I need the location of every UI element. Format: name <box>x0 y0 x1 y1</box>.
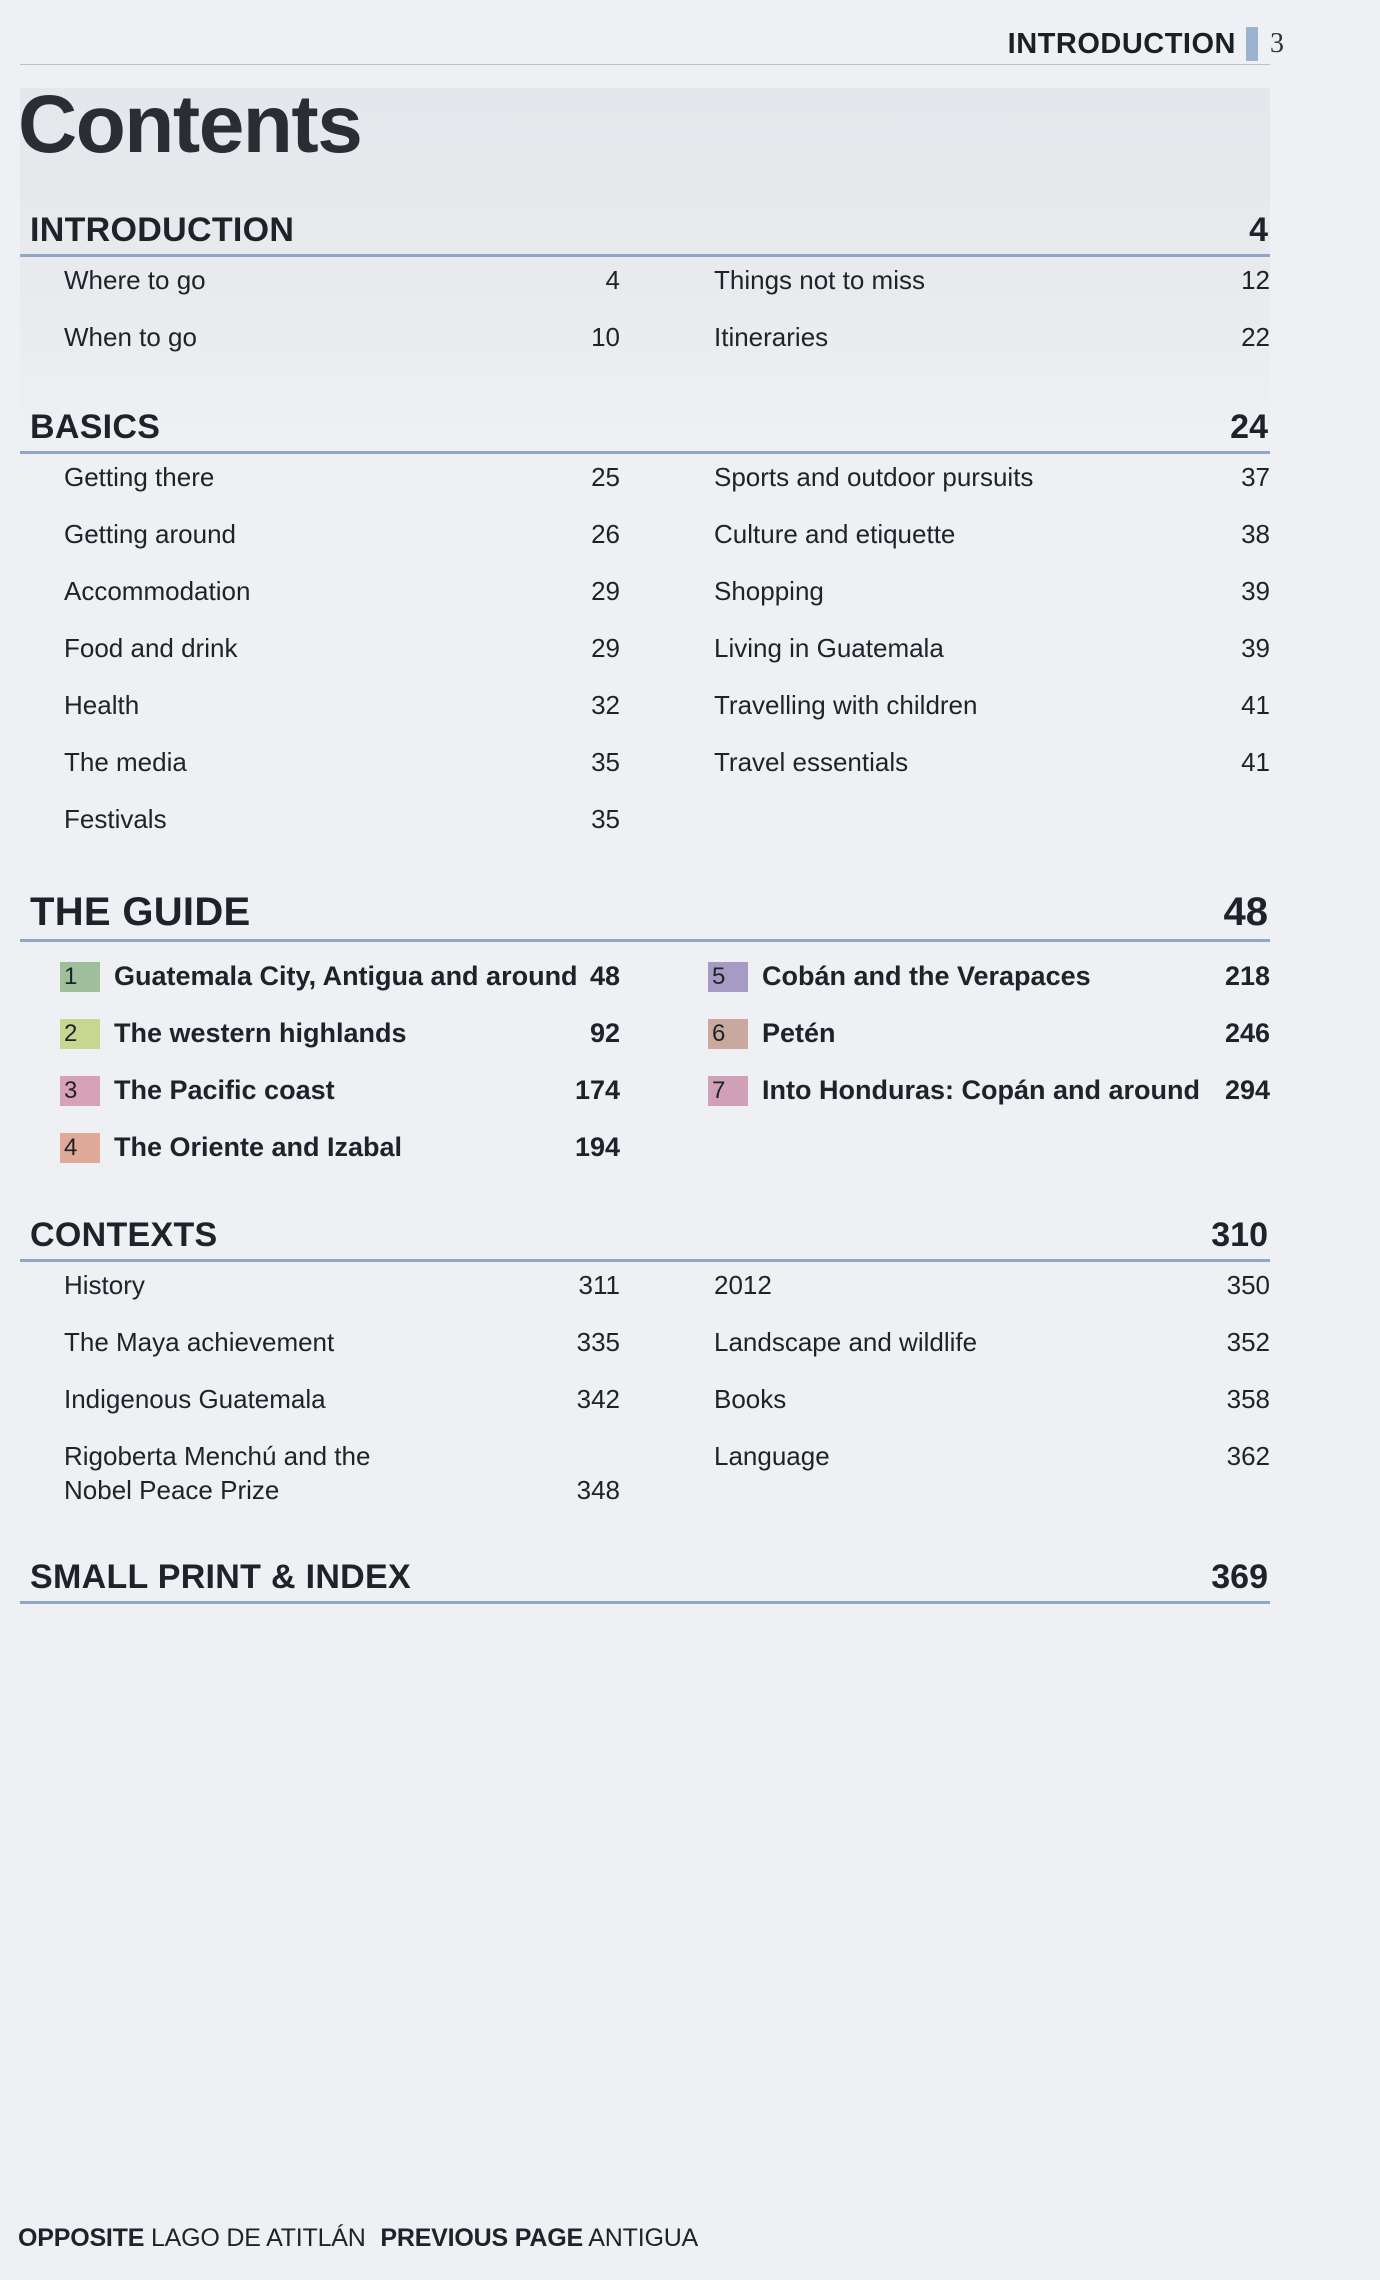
section-page: 4 <box>1249 211 1268 249</box>
entry-page: 41 <box>1241 747 1270 777</box>
entry-label: Language <box>714 1441 830 1471</box>
toc-entry[interactable] <box>714 263 1270 320</box>
entry-page: 35 <box>591 804 620 834</box>
toc-entry[interactable] <box>64 1439 620 1519</box>
section-header <box>20 1552 1270 1604</box>
footer-value: ANTIGUA <box>588 2224 699 2252</box>
chapter-page: 294 <box>1224 1075 1270 1105</box>
toc-entry[interactable] <box>714 1268 1270 1325</box>
chapter-number-chip: 6 <box>708 1019 748 1049</box>
entry-page: 342 <box>576 1384 620 1414</box>
chapter-title: The Pacific coast <box>114 1075 335 1105</box>
entry-label: Indigenous Guatemala <box>64 1384 326 1414</box>
toc-entry[interactable] <box>714 1325 1270 1382</box>
entry-page: 358 <box>1226 1384 1270 1414</box>
guide-chapter-1[interactable] <box>60 948 620 1005</box>
entry-label: Getting around <box>64 519 237 549</box>
toc-entry[interactable] <box>714 1382 1270 1439</box>
toc-entry[interactable] <box>64 688 620 745</box>
entry-label: Festivals <box>64 804 167 834</box>
toc-entry[interactable] <box>64 574 620 631</box>
entry-page: 32 <box>591 690 620 720</box>
section-title[interactable]: CONTEXTS <box>30 1216 218 1254</box>
toc-entry[interactable] <box>714 745 1270 802</box>
entry-label: Health <box>64 690 140 720</box>
section-header <box>20 402 1270 454</box>
chapter-title: The western highlands <box>114 1018 407 1048</box>
entry-label: The media <box>64 747 187 777</box>
section-small-print <box>20 1552 1270 1604</box>
photo-credits-footer <box>18 2224 698 2253</box>
chapter-number-chip: 2 <box>60 1019 100 1049</box>
toc-entry[interactable] <box>64 263 620 320</box>
entry-page: 26 <box>591 519 620 549</box>
guide-chapter-6[interactable] <box>708 1005 1270 1062</box>
chapter-number-chip: 7 <box>708 1076 748 1106</box>
column-left <box>20 263 620 377</box>
entry-label: Sports and outdoor pursuits <box>714 462 1034 492</box>
entry-page: 22 <box>1241 322 1270 352</box>
toc-entry[interactable] <box>714 574 1270 631</box>
chapter-title: Petén <box>762 1018 836 1048</box>
running-head-label: INTRODUCTION <box>1007 27 1236 60</box>
entry-label-line: Rigoberta Menchú and the <box>64 1441 371 1471</box>
entry-page: 29 <box>591 633 620 663</box>
chapter-number-chip: 1 <box>60 962 100 992</box>
section-guide <box>20 890 1270 1176</box>
section-header <box>20 205 1270 257</box>
entry-label: Accommodation <box>64 576 251 606</box>
entry-label: Itineraries <box>714 322 829 352</box>
chapter-page: 174 <box>574 1075 620 1105</box>
toc-entry[interactable] <box>64 745 620 802</box>
entry-label: Getting there <box>64 462 215 492</box>
toc-entry[interactable] <box>64 460 620 517</box>
column-right <box>620 948 1270 1176</box>
entry-page: 38 <box>1241 519 1270 549</box>
entry-label: Travel essentials <box>714 747 909 777</box>
entry-label: Where to go <box>64 265 206 295</box>
chapter-title: Cobán and the Verapaces <box>762 961 1091 991</box>
chapter-title: The Oriente and Izabal <box>114 1132 403 1162</box>
entry-label: History <box>64 1270 145 1300</box>
footer-value: LAGO DE ATITLÁN <box>150 2224 366 2252</box>
entry-page: 37 <box>1241 462 1270 492</box>
entry-label: Culture and etiquette <box>714 519 956 549</box>
guide-chapter-5[interactable] <box>708 948 1270 1005</box>
section-title[interactable]: INTRODUCTION <box>30 211 295 249</box>
column-left <box>20 1268 620 1519</box>
entry-label: Shopping <box>714 576 824 606</box>
toc-entry[interactable] <box>64 1325 620 1382</box>
section-title[interactable]: SMALL PRINT & INDEX <box>30 1558 411 1596</box>
column-right <box>620 460 1270 859</box>
header-rule <box>20 64 1270 65</box>
toc-entry[interactable] <box>64 1382 620 1439</box>
toc-entry[interactable] <box>714 517 1270 574</box>
chapter-page: 218 <box>1224 961 1270 991</box>
page-number: 3 <box>1270 28 1284 59</box>
column-right <box>620 263 1270 377</box>
entry-label: When to go <box>64 322 197 352</box>
toc-entry[interactable] <box>714 1439 1270 1496</box>
section-page: 310 <box>1211 1216 1268 1254</box>
entry-label: Travelling with children <box>714 690 978 720</box>
toc-entry[interactable] <box>64 1268 620 1325</box>
entry-page: 35 <box>591 747 620 777</box>
entry-page: 348 <box>576 1475 620 1505</box>
entry-page: 4 <box>605 265 620 295</box>
section-page: 369 <box>1211 1558 1268 1596</box>
entry-label: Living in Guatemala <box>714 633 944 663</box>
toc-entry[interactable] <box>64 631 620 688</box>
section-header <box>20 1210 1270 1262</box>
running-head <box>1008 24 1284 64</box>
chapter-page: 246 <box>1224 1018 1270 1048</box>
column-left <box>20 460 620 859</box>
running-head-bar <box>1246 27 1258 61</box>
entry-label: Food and drink <box>64 633 238 663</box>
section-page: 48 <box>1223 890 1268 934</box>
toc-entry[interactable] <box>714 320 1270 377</box>
chapter-number-chip: 3 <box>60 1076 100 1106</box>
section-introduction <box>20 205 1270 377</box>
entry-label: Things not to miss <box>714 265 925 295</box>
page-title: Contents <box>18 79 362 170</box>
entry-label: The Maya achievement <box>64 1327 335 1357</box>
section-contexts <box>20 1210 1270 1519</box>
entry-page: 362 <box>1226 1441 1270 1471</box>
column-left <box>20 948 620 1176</box>
entry-page: 29 <box>591 576 620 606</box>
footer-key: OPPOSITE <box>18 2224 145 2252</box>
section-title[interactable]: BASICS <box>30 408 161 446</box>
entry-page: 10 <box>591 322 620 352</box>
section-basics <box>20 402 1270 859</box>
chapter-page: 92 <box>589 1018 620 1048</box>
entry-page: 12 <box>1241 265 1270 295</box>
toc-entry[interactable] <box>714 460 1270 517</box>
entry-label-line: Nobel Peace Prize <box>64 1475 280 1505</box>
entry-label: Landscape and wildlife <box>714 1327 978 1357</box>
toc-entry[interactable] <box>64 802 620 859</box>
entry-page: 311 <box>578 1270 620 1300</box>
footer-key: PREVIOUS PAGE <box>380 2224 583 2252</box>
chapter-page: 194 <box>574 1132 620 1162</box>
entry-page: 39 <box>1241 633 1270 663</box>
toc-entry[interactable] <box>64 517 620 574</box>
entry-label: Books <box>714 1384 787 1414</box>
entry-page: 41 <box>1241 690 1270 720</box>
chapter-title: Guatemala City, Antigua and around <box>114 961 578 991</box>
column-right <box>620 1268 1270 1519</box>
guide-chapter-4[interactable] <box>60 1119 620 1176</box>
guide-chapter-2[interactable] <box>60 1005 620 1062</box>
section-page: 24 <box>1230 408 1268 446</box>
section-header <box>20 890 1270 942</box>
entry-page: 25 <box>591 462 620 492</box>
entry-page: 335 <box>576 1327 620 1357</box>
entry-page: 39 <box>1241 576 1270 606</box>
chapter-number-chip: 4 <box>60 1133 100 1163</box>
section-title[interactable]: THE GUIDE <box>30 890 251 934</box>
toc-entry[interactable] <box>714 631 1270 688</box>
toc-entry[interactable] <box>714 688 1270 745</box>
entry-page: 350 <box>1226 1270 1270 1300</box>
entry-label: 2012 <box>714 1270 772 1300</box>
toc-entry[interactable] <box>64 320 620 377</box>
entry-label <box>64 1439 370 1519</box>
chapter-number-chip: 5 <box>708 962 748 992</box>
entry-page: 352 <box>1226 1327 1270 1357</box>
chapter-title: Into Honduras: Copán and around <box>762 1075 1200 1105</box>
chapter-page: 48 <box>589 961 620 991</box>
guide-chapter-7[interactable] <box>708 1062 1270 1119</box>
guide-chapter-3[interactable] <box>60 1062 620 1119</box>
